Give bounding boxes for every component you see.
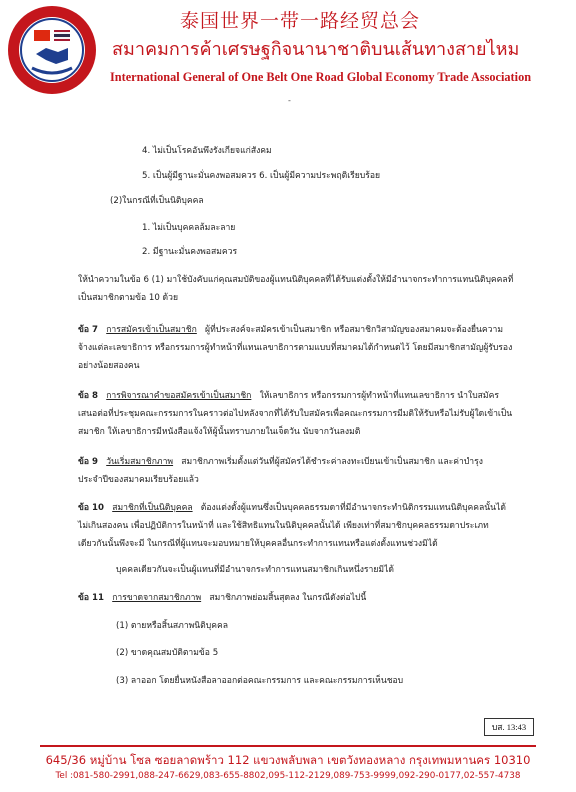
clause-text: ให้เลขาธิการ หรือกรรมการผู้ทำหน้าที่แทนเลขาธิการ นำใบสมัคร <box>259 391 499 401</box>
clause-number: ข้อ 11 <box>78 593 104 603</box>
paragraph-line: จ้างแต่ละเลขาธิการ หรือกรรมการผู้ทำหน้าที่แทนเลขาธิการตามแบบที่สมาคมได้กำหนดไว้ โดยมีสมาชิกสามัญผู้รับรอง <box>78 343 513 353</box>
footer-address: 645/36 หมู่บ้าน โซล ซอยลาดพร้าว 112 แขวงพลับพลา เขตวังทองหลาง กรุงเทพมหานคร 10310 <box>45 753 531 767</box>
clause-number: ข้อ 9 <box>78 457 99 467</box>
clause-number: ข้อ 10 <box>78 503 104 513</box>
footer-telephone: Tel :081-580-2991,088-247-6629,083-655-8802,095-112-2129,089-753-9999,092-290-0177,02-557-4738 <box>55 771 521 781</box>
footer-divider <box>40 745 536 747</box>
paragraph-line: ประจำปีของสมาคมเรียบร้อยแล้ว <box>78 475 199 485</box>
english-association-name: International General of One Belt One Road Global Economy Trade Association <box>110 70 532 84</box>
paragraph-line: บุคคลเดียวกันจะเป็นผู้แทนที่มีอำนาจกระทำการแทนสมาชิกเกินหนึ่งรายมิได้ <box>116 565 394 575</box>
paragraph-line: เดียวกันนั้นพึงจะมี ในกรณีที่ผู้แทนจะมอบหมายให้บุคคลอื่นกระทำการแทนหรือแต่งตั้งแทนช่วงมิได้ <box>78 539 438 549</box>
chinese-association-name: 泰国世界一带一路经贸总会 <box>180 10 421 32</box>
letterhead <box>0 0 576 105</box>
thai-association-name: สมาคมการค้าเศรษฐกิจนานาชาติบนเส้นทางสายไหม <box>112 39 520 60</box>
clause-title: วันเริ่มสมาชิกภาพ <box>106 457 174 467</box>
list-item: (2) ขาดคุณสมบัติตามข้อ 5 <box>116 648 219 658</box>
list-item: (3) ลาออก โดยยื่นหนังสือลาออกต่อคณะกรรมการ และคณะกรรมการเห็นชอบ <box>116 676 404 686</box>
clause-number: ข้อ 8 <box>78 391 99 401</box>
clause-number: ข้อ 7 <box>78 325 99 335</box>
paragraph-line: ให้นำความในข้อ 6 (1) มาใช้บังคับแก่คุณสมบัติของผู้แทนนิติบุคคลที่ได้รับแต่งตั้งให้มีอำนาจกระทำการแทนนิติบุคคลที่ <box>78 275 514 285</box>
juristic-item-2: 2. มีฐานะมั่นคงพอสมควร <box>142 247 238 257</box>
association-logo <box>6 4 98 96</box>
clause-title: การสมัครเข้าเป็นสมาชิก <box>106 325 197 335</box>
list-item: (1) ตายหรือสิ้นสภาพนิติบุคคล <box>116 621 228 631</box>
clause-title: การขาดจากสมาชิกภาพ <box>112 593 202 603</box>
clause-10 <box>78 500 506 514</box>
clause-title: การพิจารณาคำขอสมัครเข้าเป็นสมาชิก <box>106 391 252 401</box>
clause-11 <box>78 590 366 604</box>
clause-text: ผู้ที่ประสงค์จะสมัครเข้าเป็นสมาชิก หรือสมาชิกวิสามัญของสมาคมจะต้องยื่นความ <box>205 325 503 335</box>
item-5-6: 5. เป็นผู้มีฐานะมั่นคงพอสมควร 6. เป็นผู้มีความประพฤติเรียบร้อย <box>142 171 381 181</box>
paragraph-line: อย่างน้อยสองคน <box>78 361 140 371</box>
page-number-box: บส. 13:43 <box>484 718 534 736</box>
clause-7 <box>78 322 503 336</box>
paragraph-line: เป็นสมาชิกตามข้อ 10 ด้วย <box>78 293 178 303</box>
paragraph-line: ไม่เกินสองคน เพื่อปฏิบัติการในหน้าที่ และใช้สิทธิแทนในนิติบุคคลนั้นได้ เพียงเท่าที่สมาชิกบุคคลธรรมดาประเภท <box>78 521 489 531</box>
clause-title: สมาชิกที่เป็นนิติบุคคล <box>112 503 193 513</box>
clause-text: ต้องแต่งตั้งผู้แทนซึ่งเป็นบุคคลธรรมดาที่มีอำนาจกระทำนิติกรรมแทนนิติบุคคลนั้นได้ <box>200 503 506 513</box>
paragraph-line: เสนอต่อที่ประชุมคณะกรรมการในคราวต่อไปหลังจากที่ได้รับใบสมัครเพื่อคณะกรรมการมีมติให้รับหรือไม่รับผู้ใดเข้าเป็น <box>78 409 513 419</box>
clause-9 <box>78 454 483 468</box>
header-dash: - <box>288 96 291 105</box>
clause-text: สมาชิกภาพย่อมสิ้นสุดลง ในกรณีดังต่อไปนี้ <box>209 593 367 603</box>
paragraph-line: สมาชิก ให้เลขาธิการมีหนังสือแจ้งให้ผู้นั้นทราบภายในเจ็ดวัน นับจากวันลงมติ <box>78 427 361 437</box>
juristic-item-1: 1. ไม่เป็นบุคคลล้มละลาย <box>142 223 236 233</box>
juristic-heading: (2)ในกรณีที่เป็นนิติบุคคล <box>110 196 204 206</box>
clause-text: สมาชิกภาพเริ่มตั้งแต่วันที่ผู้สมัครได้ชำระค่าลงทะเบียนเข้าเป็นสมาชิก และค่าบำรุง <box>181 457 483 467</box>
item-4: 4. ไม่เป็นโรคอันพึงรังเกียจแก่สังคม <box>142 146 272 156</box>
clause-8 <box>78 388 499 402</box>
